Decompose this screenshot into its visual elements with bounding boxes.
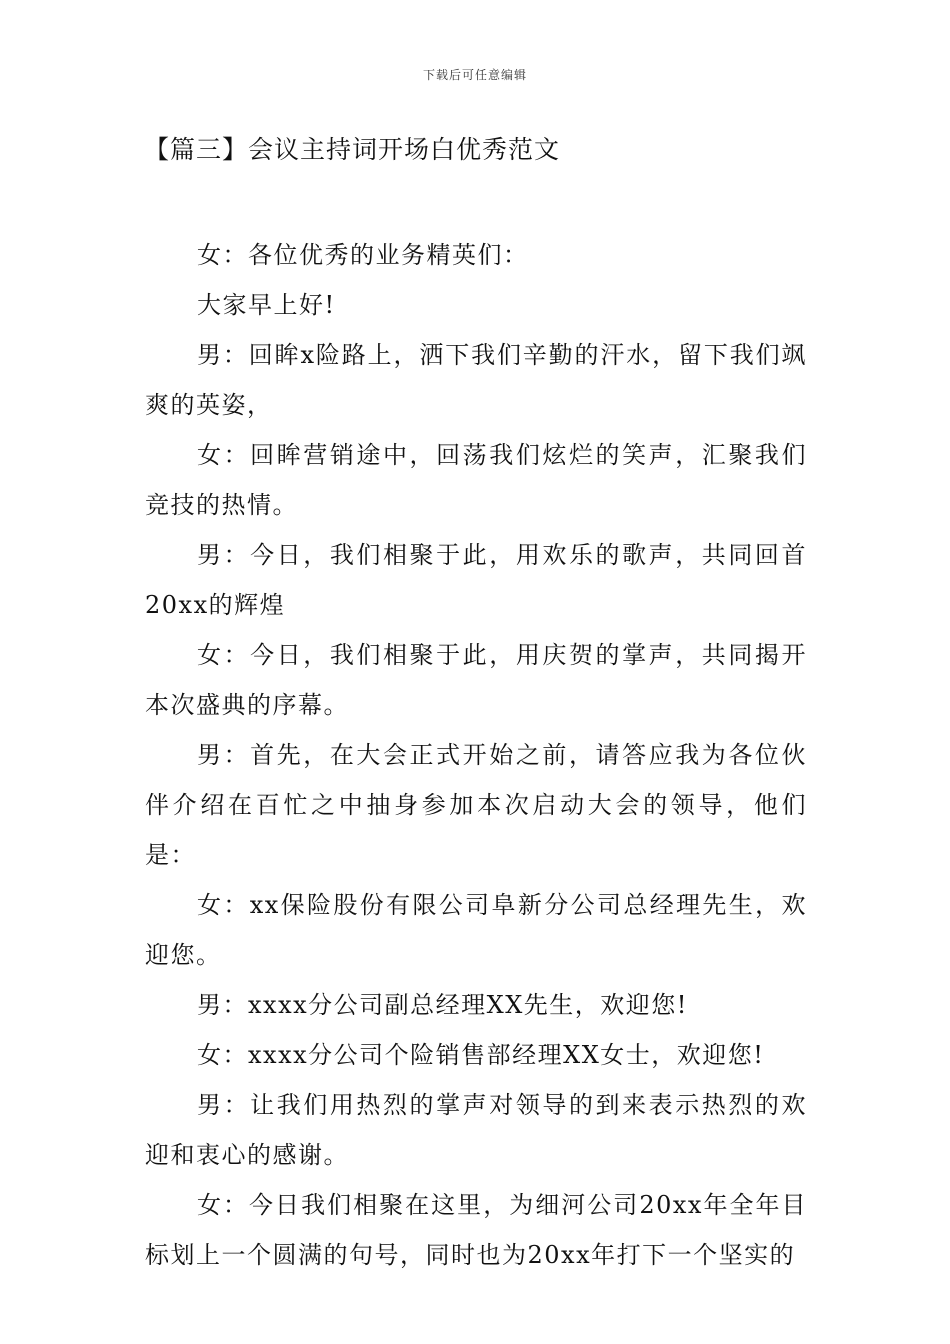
paragraph: 男：让我们用热烈的掌声对领导的到来表示热烈的欢迎和衷心的感谢。: [145, 1091, 807, 1169]
paragraph: 男：今日，我们相聚于此，用欢乐的歌声，共同回首20xx的辉煌: [145, 541, 807, 619]
paragraph: 男：首先，在大会正式开始之前，请答应我为各位伙伴介绍在百忙之中抽身参加本次启动大会的领导，他们是：: [145, 741, 807, 869]
paragraph: 女：回眸营销途中，回荡我们炫烂的笑声，汇聚我们竞技的热情。: [145, 441, 807, 519]
paragraph: 女：各位优秀的业务精英们：: [197, 241, 529, 269]
paragraph: 女：xxxx分公司个险销售部经理XX女士，欢迎您!: [197, 1041, 765, 1069]
paragraph: 男：回眸x险路上，洒下我们辛勤的汗水，留下我们飒爽的英姿，: [145, 341, 807, 419]
paragraph: 女：xx保险股份有限公司阜新分公司总经理先生，欢迎您。: [145, 891, 807, 969]
paragraph: 男：xxxx分公司副总经理XX先生，欢迎您!: [197, 991, 688, 1019]
paragraph: 女：今日，我们相聚于此，用庆贺的掌声，共同揭开本次盛典的序幕。: [145, 641, 807, 719]
document-body: [145, 230, 807, 1280]
page-header: 下载后可任意编辑: [422, 68, 527, 82]
document-title: 【篇三】会议主持词开场白优秀范文: [144, 135, 561, 164]
paragraph: 女：今日我们相聚在这里，为细河公司20xx年全年目标划上一个圆满的句号，同时也为20xx年打下一个坚实的: [145, 1191, 807, 1269]
paragraph: 大家早上好!: [197, 291, 336, 319]
